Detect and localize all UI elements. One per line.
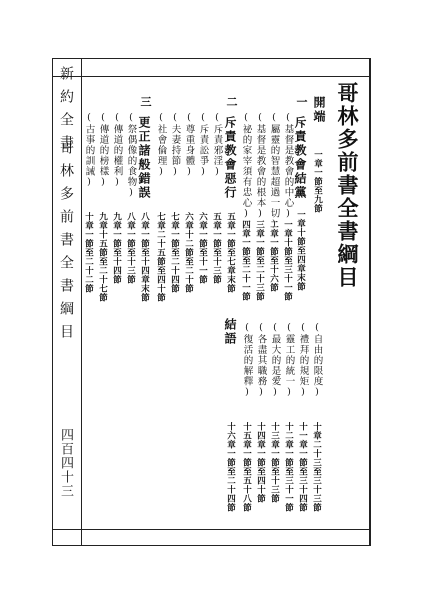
section-2-item: (社會倫理) [155, 112, 167, 178]
section-1-number: 一 [295, 96, 308, 107]
section-3b-ref: 十章二十三至三十三節 [311, 422, 322, 512]
margin-rule-outer [370, 58, 371, 546]
section-3b-item: (靈工的統一) [283, 322, 295, 399]
section-2-item: (尊重身體) [183, 112, 195, 178]
section-3b-item: (最大的是愛) [269, 322, 281, 399]
section-1-subref: 四章一節至二十一節 [240, 220, 251, 301]
section-3-item: (古事的訓誡) [83, 112, 95, 189]
section-3b-item: (禮拜的規矩) [297, 322, 309, 399]
section-2-subref: 七章二十五節至四十節 [155, 212, 166, 302]
section-1-item: (屬靈的智慧超過一切) [268, 112, 280, 231]
intro-label: 開端 [312, 96, 326, 124]
conclusion-label: 結語 [223, 318, 237, 346]
top-rule [52, 76, 370, 77]
page-title: 哥林多前書全書綱目 [335, 82, 360, 289]
section-2-subref: 六章十二節至二十節 [183, 212, 194, 293]
section-2-ref: 五章一節至七章末節 [225, 212, 236, 293]
section-2-subref: 七章一節至二十四節 [169, 212, 180, 293]
section-1-subref: 一章十節至三十一節 [282, 220, 293, 301]
section-3b-ref: 十四章一節至四十節 [255, 422, 266, 503]
section-3-ref: 八章一節至十四章末節 [139, 212, 150, 302]
section-2-heading: 斥責教會惡行 [223, 116, 237, 200]
section-3b-item: (各盡其職務) [255, 322, 267, 399]
section-2-number: 二 [225, 96, 238, 107]
section-3b-ref: 十二章一節至三十一節 [283, 422, 294, 512]
section-2-item: (夫妻持節) [169, 112, 181, 178]
section-3-subref: 九章十五節至二十七節 [97, 212, 108, 302]
section-2-item: (斥責邪淫) [211, 112, 223, 178]
section-3b-item: (自由的限度) [311, 322, 323, 399]
section-3-subref: 八章一節至十三節 [125, 212, 136, 284]
intro-ref: 一章一節至九節 [312, 150, 323, 213]
section-3-subref: 十章一節至二十二節 [83, 212, 94, 293]
section-2-subref: 六章一節至十一節 [197, 212, 208, 284]
section-3-item: (祭偶像的食物) [125, 112, 137, 199]
section-1-ref: 一章十節至四章末節 [295, 210, 306, 291]
section-3b-item: (復活的解釋) [241, 322, 253, 399]
section-3-heading: 更正諸般錯誤 [137, 116, 151, 200]
section-3b-ref: 十五章一節至五十八節 [241, 422, 252, 512]
section-1-item: (基督是教會的中心) [282, 112, 294, 220]
running-head-left: 新約全書 [58, 66, 74, 158]
section-1-heading: 斥責教會結黨 [293, 116, 307, 200]
section-1-subref: 二章一節至十六節 [268, 220, 279, 292]
conclusion-ref: 十六章一節至二十四節 [225, 422, 236, 512]
section-1-item: (基督是教會的根本) [254, 112, 266, 220]
section-3-item: (傳道的榜樣) [97, 112, 109, 189]
margin-rule-inner [81, 58, 82, 546]
section-2-item: (斥責訟爭) [197, 112, 209, 178]
bottom-rule [52, 529, 370, 530]
section-1-item: (祕的家宰須有忠心) [240, 112, 252, 220]
running-head-right: 哥林多前書全書綱目 [58, 140, 74, 347]
section-2-subref: 五章一節至十三節 [211, 212, 222, 284]
section-3b-ref: 十三章一節至十三節 [269, 422, 280, 503]
section-3-subref: 九章一節至十四節 [111, 212, 122, 284]
section-3b-ref: 十一章一節至三十四節 [297, 422, 308, 512]
section-1-subref: 三章一節至二十三節 [254, 220, 265, 301]
section-3-item: (傳道的權利) [111, 112, 123, 189]
section-3-number: 三 [139, 96, 152, 107]
page-number: 四百四十三 [58, 428, 73, 498]
